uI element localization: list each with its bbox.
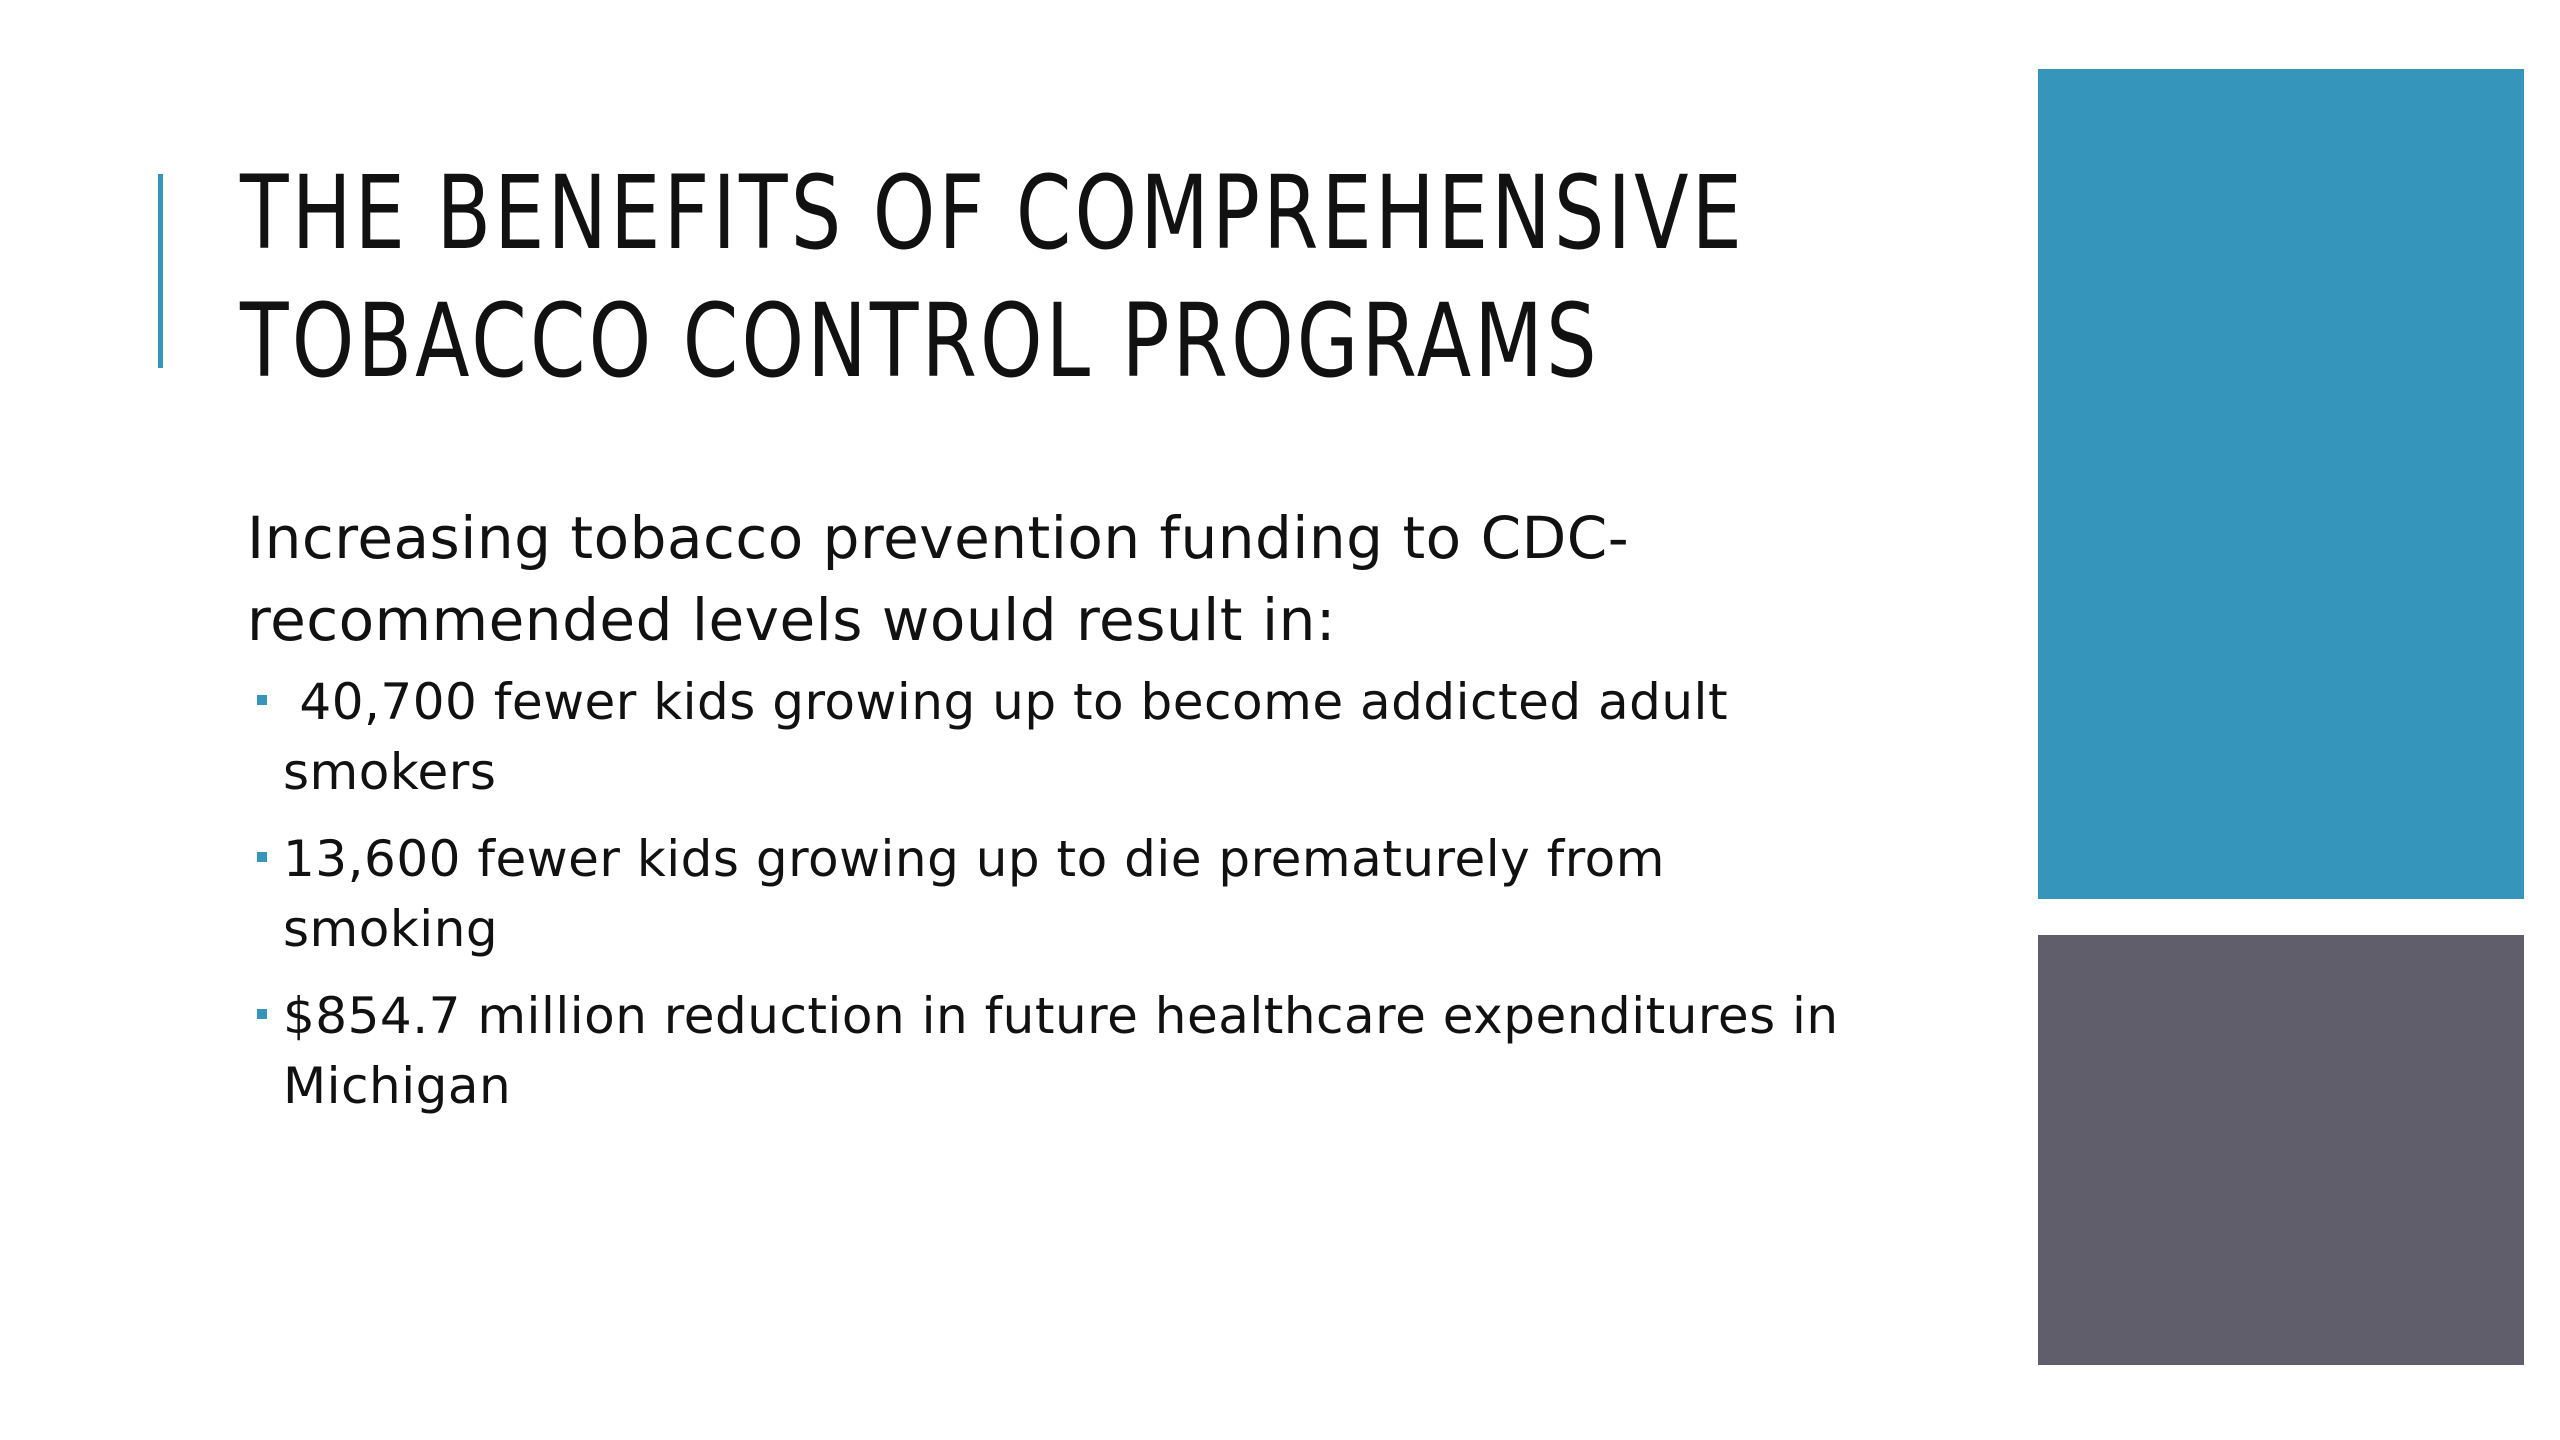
bullet-line: $854.7 million reduction in future healthcare expenditures in bbox=[283, 987, 1839, 1045]
decorative-gray-block bbox=[2038, 935, 2524, 1365]
square-bullet-icon bbox=[257, 695, 267, 705]
intro-line: Increasing tobacco prevention funding to CDC- bbox=[247, 504, 1630, 572]
bullet-line: smokers bbox=[283, 743, 497, 801]
bullet-line: Michigan bbox=[283, 1057, 512, 1115]
intro-text bbox=[247, 497, 1887, 661]
bullet-item bbox=[247, 824, 1887, 964]
bullet-line: 40,700 fewer kids growing up to become addicted adult bbox=[283, 673, 1729, 731]
bullet-item bbox=[247, 981, 1887, 1121]
decorative-blue-block bbox=[2038, 69, 2524, 899]
title-line: THE BENEFITS OF COMPREHENSIVE bbox=[240, 154, 1746, 273]
square-bullet-icon bbox=[257, 852, 267, 862]
slide-title bbox=[240, 150, 1746, 406]
bullet-item bbox=[247, 667, 1887, 807]
intro-line: recommended levels would result in: bbox=[247, 586, 1336, 654]
bullet-line: smoking bbox=[283, 900, 499, 958]
bullet-list bbox=[247, 667, 1887, 1121]
title-accent-bar bbox=[158, 174, 163, 368]
square-bullet-icon bbox=[257, 1009, 267, 1019]
bullet-line: 13,600 fewer kids growing up to die prematurely from bbox=[283, 830, 1665, 888]
slide-body bbox=[247, 497, 1887, 1138]
title-line: TOBACCO CONTROL PROGRAMS bbox=[240, 282, 1600, 401]
